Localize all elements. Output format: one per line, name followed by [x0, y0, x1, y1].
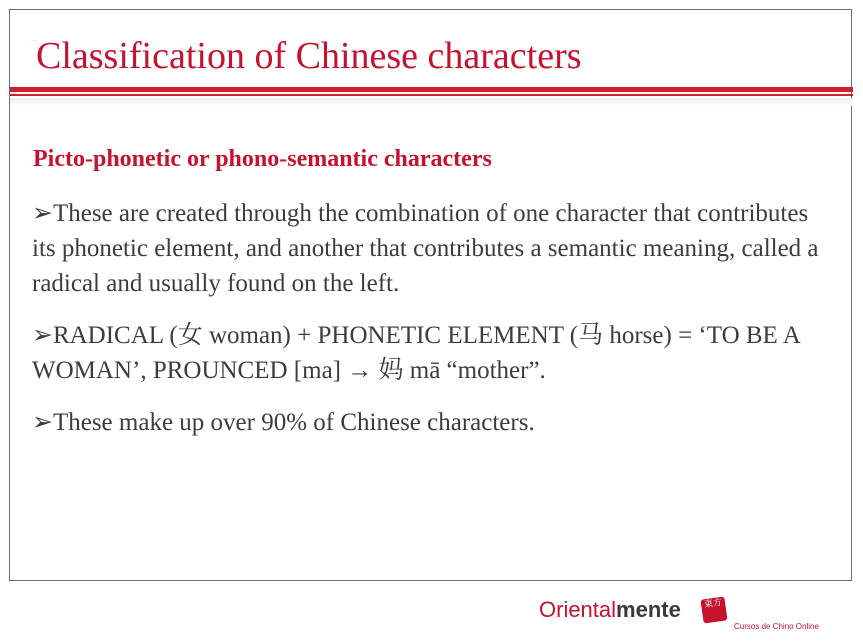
bullet-item — [32, 405, 832, 440]
brand-logo — [539, 595, 839, 631]
bullet-arrow-icon: ➢ — [32, 200, 53, 227]
slide-subtitle: Picto-phonetic or phono-semantic characters — [33, 146, 492, 172]
bullet-list — [32, 196, 832, 457]
title-divider-thick — [10, 87, 853, 92]
bullet-arrow-icon: ➢ — [32, 322, 53, 349]
brand-tagline: Cursos de Chino Online — [734, 622, 819, 631]
brand-name-regular: Oriental — [539, 597, 617, 622]
bullet-arrow-icon: ➢ — [32, 409, 53, 436]
bullet-text: These make up over 90% of Chinese characters. — [52, 409, 535, 436]
bullet-text: RADICAL (女 woman) + PHONETIC ELEMENT (马 horse) = ‘TO BE A WOMAN’, PROUNCED [ma] → 妈 mā “mother”. — [32, 322, 800, 384]
bullet-text: These are created through the combination of one character that contributes its phonetic element, and another that contributes a semantic meaning, called a radical and usually found on the left. — [32, 200, 819, 297]
seal-icon: 東方 — [700, 596, 727, 623]
title-divider-thin — [10, 94, 853, 96]
bullet-item — [32, 196, 832, 301]
brand-name-bold: mente — [616, 597, 681, 622]
bullet-item — [32, 318, 832, 388]
title-divider-shadow — [10, 98, 853, 106]
brand-name — [539, 597, 681, 623]
slide — [9, 9, 852, 581]
slide-title: Classification of Chinese characters — [36, 35, 582, 77]
